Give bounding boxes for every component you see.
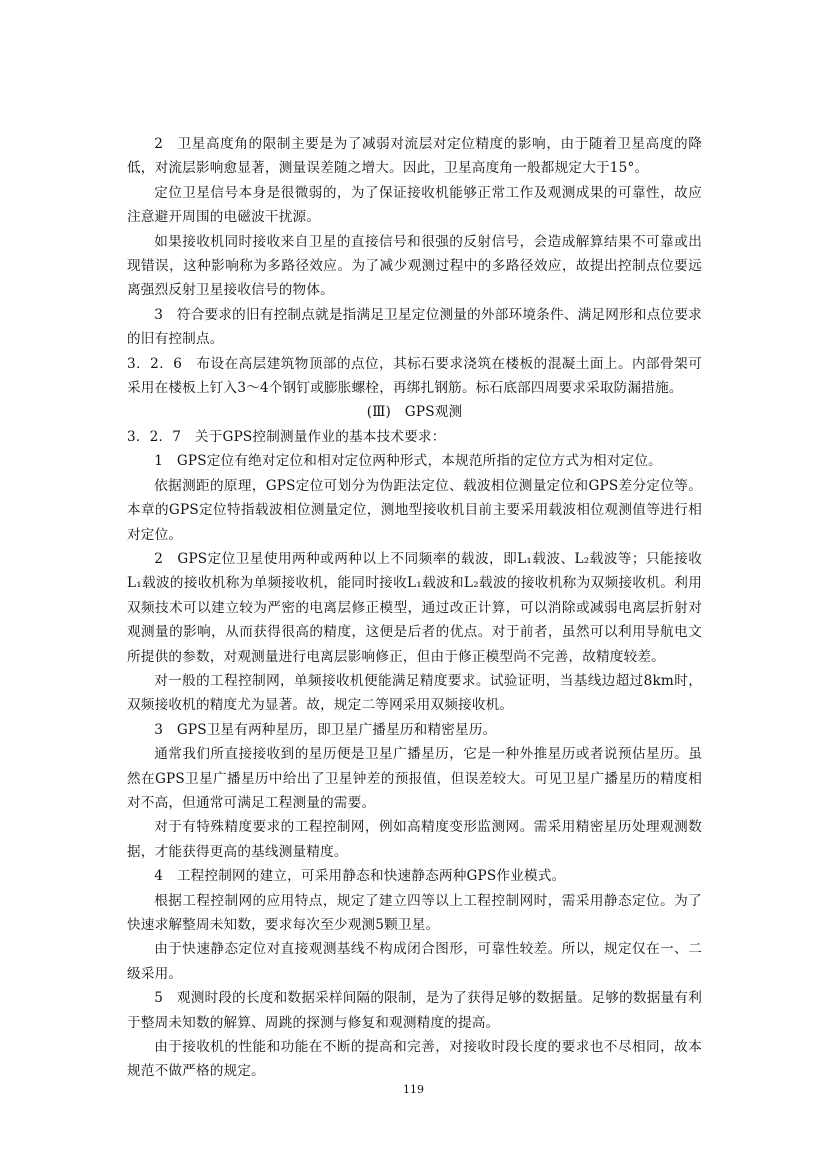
body-text [127,132,702,1084]
paragraph: 如果接收机同时接收来自卫星的直接信号和很强的反射信号，会造成解算结果不可靠或出现错误，这种影响称为多路径效应。为了减少观测过程中的多路径效应，故提出控制点位要远离强烈反射卫星接收信号的物体。 [127,233,702,299]
paragraph: 2 GPS定位卫星使用两种或两种以上不同频率的载波，即L₁载波、L₂载波等；只能接收L₁载波的接收机称为单频接收机，能同时接收L₁载波和L₂载波的接收机称为双频接收机。利用双频技术可以建立较为严密的电离层修正模型，通过改正计算，可以消除或减弱电离层折射对观测量的影响，从而获得很高的精度，这便是后者的优点。对于前者，虽然可以利用导航电文所提供的参数，对观测量进行电离层影响修正，但由于修正模型尚不完善，故精度较差。 [127,550,702,665]
paragraph: 1 GPS定位有绝对定位和相对定位两种形式，本规范所指的定位方式为相对定位。 [154,453,662,470]
paragraph: 5 观测时段的长度和数据采样间隔的限制，是为了获得足够的数据量。足够的数据量有利于整周未知数的解算、周跳的探测与修复和观测精度的提高。 [127,990,702,1031]
clause-3-2-7: 3．2．7 关于GPS控制测量作业的基本技术要求： [127,428,446,445]
paragraph: 依据测距的原理，GPS定位可划分为伪距法定位、载波相位测量定位和GPS差分定位等。本章的GPS定位特指载波相位测量定位，测地型接收机目前主要采用载波相位观测值等进行相对定位。 [127,477,702,543]
section-heading: (Ⅲ) GPS观测 [366,404,463,421]
paragraph: 4 工程控制网的建立，可采用静态和快速静态两种GPS作业模式。 [154,868,566,885]
paragraph: 根据工程控制网的应用特点，规定了建立四等以上工程控制网时，需采用静态定位。为了快速求解整周未知数，要求每次至少观测5颗卫星。 [127,892,702,933]
clause-3-2-6: 3．2．6 布设在高层建筑物顶部的点位，其标石要求浇筑在楼板的混凝土面上。内部骨架可采用在楼板上钉入3～4个钢钉或膨胀螺栓，再绑扎钢筋。标石底部四周要求采取防漏措施。 [127,355,702,397]
paragraph: 3 GPS卫星有两种星历，即卫星广播星历和精密星历。 [154,721,497,738]
paragraph: 定位卫星信号本身是很微弱的，为了保证接收机能够正常工作及观测成果的可靠性，故应注意避开周围的电磁波干扰源。 [127,184,702,226]
page-number: 119 [403,1083,424,1096]
paragraph: 由于快速静态定位对直接观测基线不构成闭合图形，可靠性较差。所以，规定仅在一、二级采用。 [127,941,702,982]
paragraph: 对一般的工程控制网，单频接收机便能满足精度要求。试验证明，当基线边超过8km时，双频接收机的精度尤为显著。故，规定二等网采用双频接收机。 [127,672,702,714]
paragraph: 通常我们所直接接收到的星历便是卫星广播星历，它是一种外推星历或者说预估星历。虽然在GPS卫星广播星历中给出了卫星钟差的预报值，但误差较大。可见卫星广播星历的精度相对不高，但通常可满足工程测量的需要。 [127,746,702,811]
paragraph: 2 卫星高度角的限制主要是为了减弱对流层对定位精度的影响，由于随着卫星高度的降低，对流层影响愈显著，测量误差随之增大。因此，卫星高度角一般都规定大于15°。 [127,136,702,177]
paragraph: 3 符合要求的旧有控制点就是指满足卫星定位测量的外部环境条件、满足网形和点位要求的旧有控制点。 [127,306,702,348]
paragraph: 由于接收机的性能和功能在不断的提高和完善，对接收时段长度的要求也不尽相同，故本规范不做严格的规定。 [127,1039,702,1080]
paragraph: 对于有特殊精度要求的工程控制网，例如高精度变形监测网。需采用精密星历处理观测数据，才能获得更高的基线测量精度。 [127,819,702,860]
